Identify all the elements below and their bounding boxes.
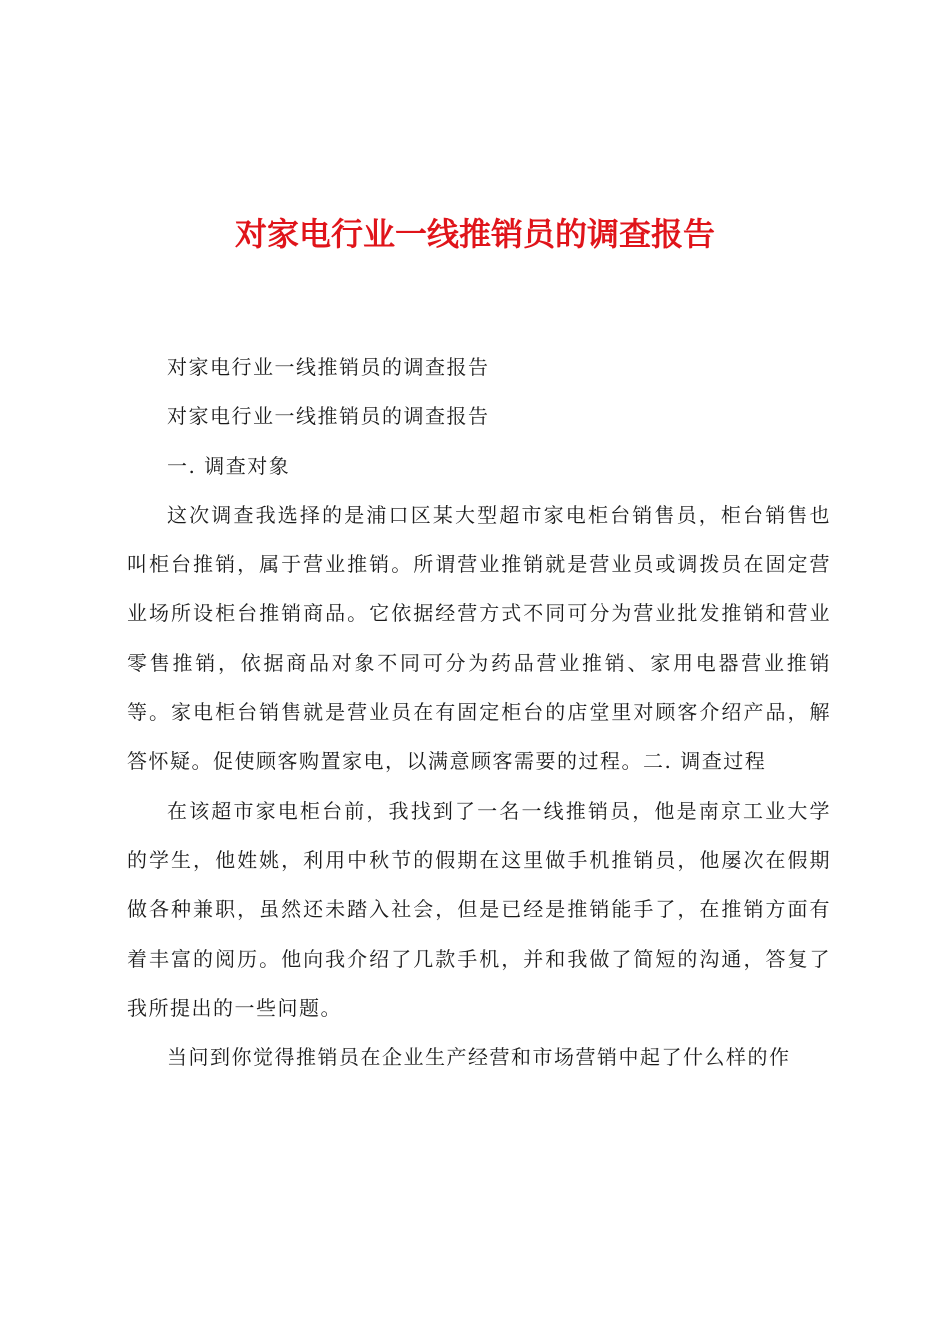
paragraph-survey-process: 在该超市家电柜台前，我找到了一名一线推销员，他是南京工业大学的学生，他姓姚，利用中秋节的假期在这里做手机推销员，他屡次在假期做各种兼职，虽然还未踏入社会，但是已经是推销能手了，在推销方面有着丰富的阅历。他向我介绍了几款手机，并和我做了简短的沟通，答复了我所提出的一些问题。 (127, 798, 831, 1020)
paragraph-subtitle-1: 对家电行业一线推销员的调查报告 (167, 355, 490, 379)
paragraph-survey-subject: 这次调查我选择的是浦口区某大型超市家电柜台销售员，柜台销售也叫柜台推销，属于营业推销。所谓营业推销就是营业员或调拨员在固定营业场所设柜台推销商品。它依据经营方式不同可分为营业批发推销和营业零售推销，依据商品对象不同可分为药品营业推销、家用电器营业推销等。家电柜台销售就是营业员在有固定柜台的店堂里对顾客介绍产品，解答怀疑。促使顾客购置家电，以满意顾客需要的过程。二. 调查过程 (127, 502, 831, 774)
document-body (127, 343, 831, 1082)
paragraph-question: 当问到你觉得推销员在企业生产经营和市场营销中起了什么样的作 (167, 1045, 791, 1070)
section-heading-survey-subject: 一. 调查对象 (167, 453, 291, 478)
paragraph-subtitle-2: 对家电行业一线推销员的调查报告 (167, 404, 490, 429)
document-title: 对家电行业一线推销员的调查报告 (234, 215, 715, 253)
